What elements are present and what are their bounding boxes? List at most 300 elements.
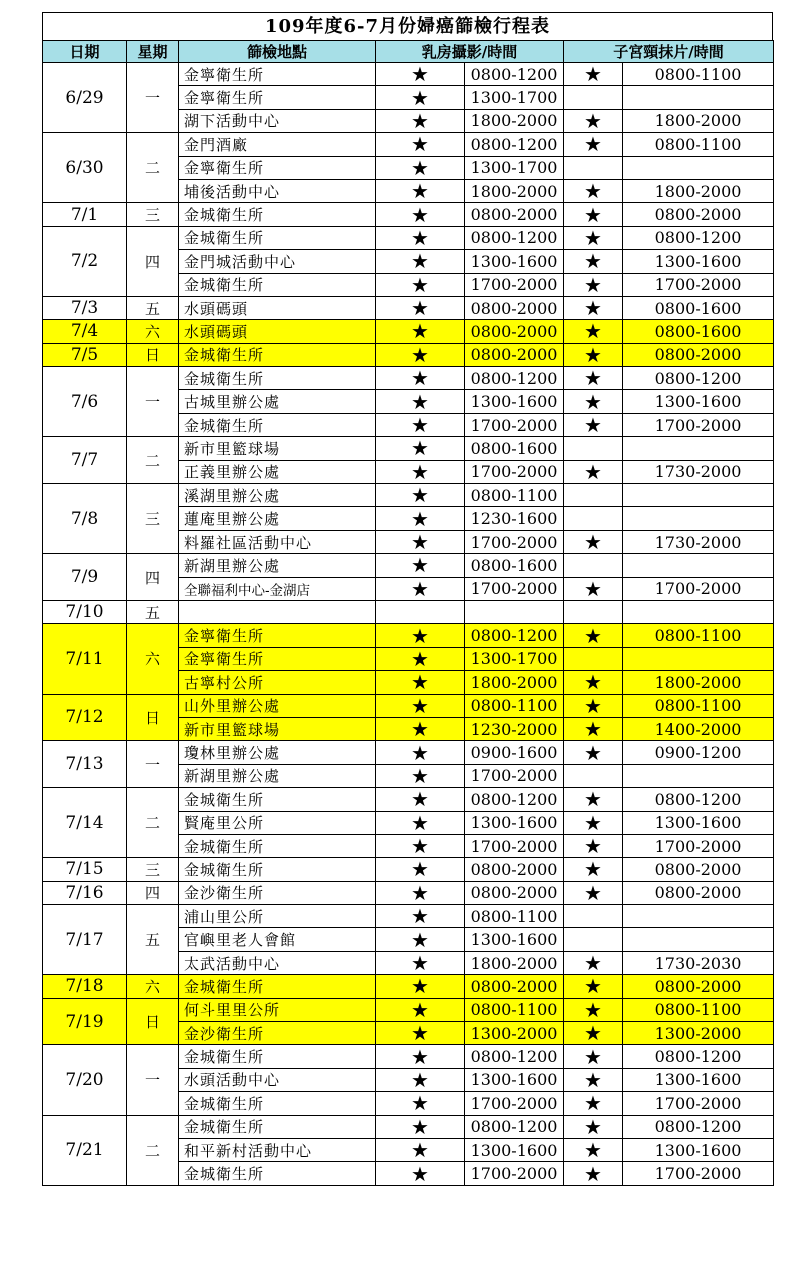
mammography-star-icon: ★ [376, 226, 465, 249]
pap-smear-star-icon: ★ [564, 717, 623, 740]
date-cell: 6/29 [43, 63, 127, 133]
pap-smear-star-icon: ★ [564, 273, 623, 296]
weekday-cell: 二 [127, 133, 179, 203]
pap-smear-star-icon: ★ [564, 390, 623, 413]
mammography-time-cell: 1300-1700 [465, 647, 564, 670]
mammography-time-cell: 1300-1700 [465, 86, 564, 109]
location-cell: 金寧衛生所 [179, 86, 376, 109]
mammography-time-cell: 1300-1600 [465, 928, 564, 951]
pap-smear-time-cell: 1700-2000 [623, 1092, 774, 1115]
table-row [43, 600, 774, 623]
date-cell: 7/15 [43, 858, 127, 881]
location-cell: 金城衛生所 [179, 834, 376, 857]
pap-smear-time-cell [623, 764, 774, 787]
date-cell: 7/19 [43, 998, 127, 1045]
pap-smear-star-icon: ★ [564, 951, 623, 974]
mammography-star-icon: ★ [376, 998, 465, 1021]
mammography-time-cell: 1230-2000 [465, 717, 564, 740]
table-row [43, 296, 774, 319]
pap-smear-star-icon: ★ [564, 741, 623, 764]
table-row [43, 437, 774, 460]
location-cell: 金城衛生所 [179, 273, 376, 296]
location-cell: 賢庵里公所 [179, 811, 376, 834]
table-row [43, 133, 774, 156]
mammography-star-icon: ★ [376, 951, 465, 974]
weekday-cell: 二 [127, 788, 179, 858]
table-row [43, 881, 774, 904]
pap-smear-time-cell: 1400-2000 [623, 717, 774, 740]
pap-smear-time-cell: 1730-2030 [623, 951, 774, 974]
weekday-cell: 日 [127, 694, 179, 741]
mammography-time-cell: 0800-2000 [465, 296, 564, 319]
location-cell: 料羅社區活動中心 [179, 530, 376, 553]
pap-smear-time-cell: 1730-2000 [623, 460, 774, 483]
date-cell: 7/3 [43, 296, 127, 319]
mammography-star-icon: ★ [376, 507, 465, 530]
location-cell [179, 600, 376, 623]
mammography-star-icon: ★ [376, 203, 465, 226]
mammography-star-icon: ★ [376, 554, 465, 577]
mammography-time-cell: 1700-2000 [465, 273, 564, 296]
mammography-time-cell: 1800-2000 [465, 179, 564, 202]
table-row [43, 343, 774, 366]
mammography-time-cell: 1300-2000 [465, 1022, 564, 1045]
pap-smear-time-cell: 1300-1600 [623, 390, 774, 413]
table-row [43, 788, 774, 811]
mammography-star-icon: ★ [376, 741, 465, 764]
pap-smear-time-cell: 0800-1200 [623, 367, 774, 390]
pap-smear-star-icon: ★ [564, 577, 623, 600]
mammography-star-icon: ★ [376, 717, 465, 740]
mammography-star-icon: ★ [376, 367, 465, 390]
mammography-time-cell: 1700-2000 [465, 530, 564, 553]
pap-smear-star-icon: ★ [564, 109, 623, 132]
mammography-time-cell: 0800-2000 [465, 858, 564, 881]
mammography-star-icon: ★ [376, 484, 465, 507]
mammography-star-icon: ★ [376, 788, 465, 811]
location-cell: 金城衛生所 [179, 858, 376, 881]
location-cell: 古寧村公所 [179, 671, 376, 694]
mammography-time-cell: 1700-2000 [465, 1092, 564, 1115]
pap-smear-time-cell [623, 156, 774, 179]
mammography-star-icon: ★ [376, 858, 465, 881]
mammography-star-icon: ★ [376, 975, 465, 998]
pap-smear-time-cell: 1300-1600 [623, 1138, 774, 1161]
mammography-star-icon: ★ [376, 460, 465, 483]
mammography-time-cell: 1700-2000 [465, 1162, 564, 1185]
pap-smear-time-cell [623, 928, 774, 951]
mammography-star-icon: ★ [376, 1092, 465, 1115]
pap-smear-time-cell: 0800-1600 [623, 320, 774, 343]
mammography-star-icon: ★ [376, 179, 465, 202]
mammography-star-icon: ★ [376, 390, 465, 413]
location-cell: 新湖里辦公處 [179, 764, 376, 787]
location-cell: 金城衛生所 [179, 788, 376, 811]
pap-smear-time-cell: 0800-2000 [623, 881, 774, 904]
mammography-star-icon: ★ [376, 881, 465, 904]
pap-smear-time-cell: 0800-1100 [623, 624, 774, 647]
pap-smear-time-cell: 0800-1100 [623, 998, 774, 1021]
mammography-time-cell: 0800-1600 [465, 554, 564, 577]
mammography-time-cell: 0800-1200 [465, 367, 564, 390]
location-cell: 山外里辦公處 [179, 694, 376, 717]
table-row [43, 1045, 774, 1068]
table-row [43, 226, 774, 249]
pap-smear-star-icon: ★ [564, 671, 623, 694]
weekday-cell: 一 [127, 741, 179, 788]
pap-smear-star-icon [564, 437, 623, 460]
date-cell: 7/17 [43, 905, 127, 975]
header-weekday: 星期 [127, 41, 179, 63]
pap-smear-time-cell: 0900-1200 [623, 741, 774, 764]
table-row [43, 624, 774, 647]
pap-smear-time-cell: 0800-2000 [623, 203, 774, 226]
location-cell: 湖下活動中心 [179, 109, 376, 132]
mammography-star-icon: ★ [376, 86, 465, 109]
mammography-star-icon: ★ [376, 834, 465, 857]
mammography-star-icon: ★ [376, 811, 465, 834]
location-cell: 金城衛生所 [179, 413, 376, 436]
mammography-star-icon: ★ [376, 343, 465, 366]
pap-smear-star-icon [564, 484, 623, 507]
table-row [43, 203, 774, 226]
date-cell: 7/6 [43, 367, 127, 437]
location-cell: 水頭碼頭 [179, 320, 376, 343]
pap-smear-time-cell: 1700-2000 [623, 273, 774, 296]
location-cell: 金沙衛生所 [179, 1022, 376, 1045]
weekday-cell: 一 [127, 1045, 179, 1115]
location-cell: 金城衛生所 [179, 1092, 376, 1115]
location-cell: 和平新村活動中心 [179, 1138, 376, 1161]
pap-smear-star-icon: ★ [564, 413, 623, 436]
pap-smear-star-icon: ★ [564, 226, 623, 249]
weekday-cell: 六 [127, 975, 179, 998]
pap-smear-time-cell: 1300-1600 [623, 1068, 774, 1091]
table-row [43, 554, 774, 577]
location-cell: 金城衛生所 [179, 226, 376, 249]
pap-smear-time-cell [623, 600, 774, 623]
date-cell: 7/8 [43, 484, 127, 554]
pap-smear-time-cell: 1800-2000 [623, 671, 774, 694]
header-row [43, 41, 774, 63]
pap-smear-time-cell: 0800-1200 [623, 788, 774, 811]
pap-smear-time-cell: 1700-2000 [623, 413, 774, 436]
mammography-time-cell: 0800-1100 [465, 694, 564, 717]
mammography-star-icon: ★ [376, 413, 465, 436]
mammography-time-cell: 0800-2000 [465, 881, 564, 904]
date-cell: 7/16 [43, 881, 127, 904]
date-cell: 7/7 [43, 437, 127, 484]
weekday-cell: 三 [127, 484, 179, 554]
pap-smear-star-icon: ★ [564, 1068, 623, 1091]
pap-smear-star-icon: ★ [564, 179, 623, 202]
pap-smear-star-icon: ★ [564, 1092, 623, 1115]
mammography-time-cell: 1700-2000 [465, 577, 564, 600]
pap-smear-star-icon: ★ [564, 1115, 623, 1138]
pap-smear-time-cell: 0800-2000 [623, 975, 774, 998]
table-row [43, 320, 774, 343]
location-cell: 瓊林里辦公處 [179, 741, 376, 764]
pap-smear-star-icon: ★ [564, 320, 623, 343]
location-cell: 金城衛生所 [179, 1115, 376, 1138]
pap-smear-star-icon: ★ [564, 367, 623, 390]
location-cell: 埔後活動中心 [179, 179, 376, 202]
weekday-cell: 六 [127, 320, 179, 343]
mammography-star-icon: ★ [376, 1045, 465, 1068]
pap-smear-time-cell: 1730-2000 [623, 530, 774, 553]
pap-smear-time-cell [623, 86, 774, 109]
header-location: 篩檢地點 [179, 41, 376, 63]
mammography-time-cell: 1700-2000 [465, 764, 564, 787]
pap-smear-star-icon: ★ [564, 1162, 623, 1185]
mammography-time-cell: 0800-1100 [465, 484, 564, 507]
header-date: 日期 [43, 41, 127, 63]
date-cell: 7/18 [43, 975, 127, 998]
mammography-star-icon: ★ [376, 694, 465, 717]
mammography-star-icon: ★ [376, 133, 465, 156]
weekday-cell: 一 [127, 63, 179, 133]
weekday-cell: 二 [127, 437, 179, 484]
weekday-cell: 四 [127, 226, 179, 296]
pap-smear-time-cell: 1300-2000 [623, 1022, 774, 1045]
weekday-cell: 二 [127, 1115, 179, 1185]
pap-smear-star-icon [564, 507, 623, 530]
location-cell: 金寧衛生所 [179, 156, 376, 179]
location-cell: 金沙衛生所 [179, 881, 376, 904]
mammography-star-icon: ★ [376, 1162, 465, 1185]
weekday-cell: 三 [127, 203, 179, 226]
location-cell: 新市里籃球場 [179, 717, 376, 740]
pap-smear-time-cell: 1700-2000 [623, 1162, 774, 1185]
pap-smear-star-icon: ★ [564, 624, 623, 647]
date-cell: 7/9 [43, 554, 127, 601]
weekday-cell: 一 [127, 367, 179, 437]
date-cell: 7/2 [43, 226, 127, 296]
mammography-time-cell: 1800-2000 [465, 951, 564, 974]
pap-smear-time-cell: 0800-1100 [623, 133, 774, 156]
mammography-star-icon [376, 600, 465, 623]
mammography-time-cell: 0800-1200 [465, 63, 564, 86]
schedule-table [42, 40, 774, 1186]
location-cell: 新市里籃球場 [179, 437, 376, 460]
location-cell: 金城衛生所 [179, 975, 376, 998]
mammography-star-icon: ★ [376, 437, 465, 460]
mammography-star-icon: ★ [376, 1068, 465, 1091]
mammography-star-icon: ★ [376, 296, 465, 319]
location-cell: 全聯福利中心-金湖店 [179, 577, 376, 600]
location-cell: 金寧衛生所 [179, 624, 376, 647]
pap-smear-time-cell: 0800-1200 [623, 1115, 774, 1138]
pap-smear-time-cell: 1300-1600 [623, 250, 774, 273]
pap-smear-star-icon [564, 905, 623, 928]
pap-smear-star-icon: ★ [564, 834, 623, 857]
mammography-time-cell: 1300-1600 [465, 390, 564, 413]
mammography-star-icon: ★ [376, 63, 465, 86]
location-cell: 水頭活動中心 [179, 1068, 376, 1091]
pap-smear-star-icon: ★ [564, 530, 623, 553]
weekday-cell: 五 [127, 600, 179, 623]
pap-smear-star-icon: ★ [564, 296, 623, 319]
pap-smear-time-cell [623, 437, 774, 460]
table-row [43, 694, 774, 717]
header-pap-smear: 子宮頸抹片/時間 [564, 41, 774, 63]
location-cell: 金城衛生所 [179, 1045, 376, 1068]
weekday-cell: 五 [127, 296, 179, 319]
mammography-time-cell: 1230-1600 [465, 507, 564, 530]
date-cell: 7/1 [43, 203, 127, 226]
mammography-star-icon: ★ [376, 1115, 465, 1138]
mammography-star-icon: ★ [376, 273, 465, 296]
pap-smear-star-icon: ★ [564, 1045, 623, 1068]
pap-smear-time-cell: 0800-1600 [623, 296, 774, 319]
mammography-time-cell: 1700-2000 [465, 413, 564, 436]
pap-smear-time-cell: 1800-2000 [623, 109, 774, 132]
mammography-star-icon: ★ [376, 577, 465, 600]
location-cell: 溪湖里辦公處 [179, 484, 376, 507]
location-cell: 金城衛生所 [179, 203, 376, 226]
location-cell: 太武活動中心 [179, 951, 376, 974]
weekday-cell: 日 [127, 343, 179, 366]
pap-smear-time-cell: 0800-2000 [623, 858, 774, 881]
pap-smear-time-cell [623, 647, 774, 670]
mammography-star-icon: ★ [376, 671, 465, 694]
location-cell: 金門城活動中心 [179, 250, 376, 273]
pap-smear-star-icon: ★ [564, 998, 623, 1021]
mammography-time-cell: 1300-1600 [465, 1138, 564, 1161]
weekday-cell: 六 [127, 624, 179, 694]
mammography-star-icon: ★ [376, 624, 465, 647]
weekday-cell: 四 [127, 554, 179, 601]
mammography-time-cell: 0800-1200 [465, 788, 564, 811]
date-cell: 7/10 [43, 600, 127, 623]
pap-smear-star-icon [564, 764, 623, 787]
pap-smear-star-icon: ★ [564, 203, 623, 226]
pap-smear-star-icon [564, 647, 623, 670]
pap-smear-time-cell [623, 484, 774, 507]
location-cell: 古城里辦公處 [179, 390, 376, 413]
mammography-time-cell: 0800-1200 [465, 1115, 564, 1138]
mammography-time-cell: 0800-2000 [465, 343, 564, 366]
pap-smear-time-cell [623, 507, 774, 530]
mammography-star-icon: ★ [376, 1022, 465, 1045]
location-cell: 蓮庵里辦公處 [179, 507, 376, 530]
mammography-time-cell: 0800-1600 [465, 437, 564, 460]
weekday-cell: 三 [127, 858, 179, 881]
mammography-star-icon: ★ [376, 109, 465, 132]
pap-smear-star-icon: ★ [564, 1138, 623, 1161]
pap-smear-star-icon: ★ [564, 460, 623, 483]
table-row [43, 741, 774, 764]
date-cell: 7/12 [43, 694, 127, 741]
pap-smear-star-icon: ★ [564, 811, 623, 834]
mammography-star-icon: ★ [376, 764, 465, 787]
pap-smear-star-icon [564, 600, 623, 623]
page-title: 109年度6-7月份婦癌篩檢行程表 [42, 12, 773, 41]
pap-smear-star-icon: ★ [564, 694, 623, 717]
pap-smear-time-cell: 1300-1600 [623, 811, 774, 834]
mammography-star-icon: ★ [376, 250, 465, 273]
location-cell: 金寧衛生所 [179, 647, 376, 670]
pap-smear-star-icon: ★ [564, 63, 623, 86]
pap-smear-star-icon: ★ [564, 858, 623, 881]
table-row [43, 975, 774, 998]
pap-smear-star-icon: ★ [564, 881, 623, 904]
mammography-time-cell: 1700-2000 [465, 460, 564, 483]
location-cell: 金城衛生所 [179, 343, 376, 366]
pap-smear-star-icon: ★ [564, 788, 623, 811]
mammography-star-icon: ★ [376, 530, 465, 553]
date-cell: 7/4 [43, 320, 127, 343]
pap-smear-time-cell: 1700-2000 [623, 834, 774, 857]
mammography-time-cell: 0800-1200 [465, 226, 564, 249]
mammography-time-cell: 0800-1200 [465, 1045, 564, 1068]
mammography-star-icon: ★ [376, 647, 465, 670]
mammography-time-cell: 1300-1600 [465, 811, 564, 834]
date-cell: 7/11 [43, 624, 127, 694]
mammography-time-cell: 1800-2000 [465, 671, 564, 694]
pap-smear-star-icon [564, 156, 623, 179]
schedule-body [43, 63, 774, 1186]
mammography-time-cell: 1300-1700 [465, 156, 564, 179]
table-row [43, 367, 774, 390]
location-cell: 官嶼里老人會館 [179, 928, 376, 951]
pap-smear-star-icon [564, 86, 623, 109]
mammography-time-cell: 0800-1200 [465, 133, 564, 156]
table-row [43, 484, 774, 507]
pap-smear-time-cell [623, 905, 774, 928]
table-row [43, 998, 774, 1021]
header-mammography: 乳房攝影/時間 [376, 41, 564, 63]
location-cell: 新湖里辦公處 [179, 554, 376, 577]
location-cell: 水頭碼頭 [179, 296, 376, 319]
mammography-star-icon: ★ [376, 1138, 465, 1161]
pap-smear-time-cell [623, 554, 774, 577]
pap-smear-star-icon: ★ [564, 1022, 623, 1045]
date-cell: 7/13 [43, 741, 127, 788]
mammography-time-cell: 0800-1200 [465, 624, 564, 647]
location-cell: 何斗里里公所 [179, 998, 376, 1021]
mammography-time-cell: 0800-2000 [465, 203, 564, 226]
pap-smear-star-icon: ★ [564, 133, 623, 156]
pap-smear-time-cell: 0800-2000 [623, 343, 774, 366]
date-cell: 6/30 [43, 133, 127, 203]
table-row [43, 858, 774, 881]
mammography-time-cell: 0800-1100 [465, 998, 564, 1021]
date-cell: 7/20 [43, 1045, 127, 1115]
location-cell: 正義里辦公處 [179, 460, 376, 483]
mammography-star-icon: ★ [376, 905, 465, 928]
date-cell: 7/21 [43, 1115, 127, 1185]
mammography-time-cell: 1300-1600 [465, 1068, 564, 1091]
mammography-star-icon: ★ [376, 928, 465, 951]
pap-smear-star-icon [564, 928, 623, 951]
weekday-cell: 五 [127, 905, 179, 975]
weekday-cell: 日 [127, 998, 179, 1045]
mammography-time-cell: 0800-1100 [465, 905, 564, 928]
mammography-time-cell [465, 600, 564, 623]
pap-smear-star-icon [564, 554, 623, 577]
table-row [43, 905, 774, 928]
location-cell: 浦山里公所 [179, 905, 376, 928]
mammography-time-cell: 1300-1600 [465, 250, 564, 273]
date-cell: 7/14 [43, 788, 127, 858]
location-cell: 金城衛生所 [179, 367, 376, 390]
pap-smear-star-icon: ★ [564, 343, 623, 366]
mammography-time-cell: 1700-2000 [465, 834, 564, 857]
pap-smear-star-icon: ★ [564, 975, 623, 998]
pap-smear-time-cell: 1800-2000 [623, 179, 774, 202]
pap-smear-time-cell: 1700-2000 [623, 577, 774, 600]
